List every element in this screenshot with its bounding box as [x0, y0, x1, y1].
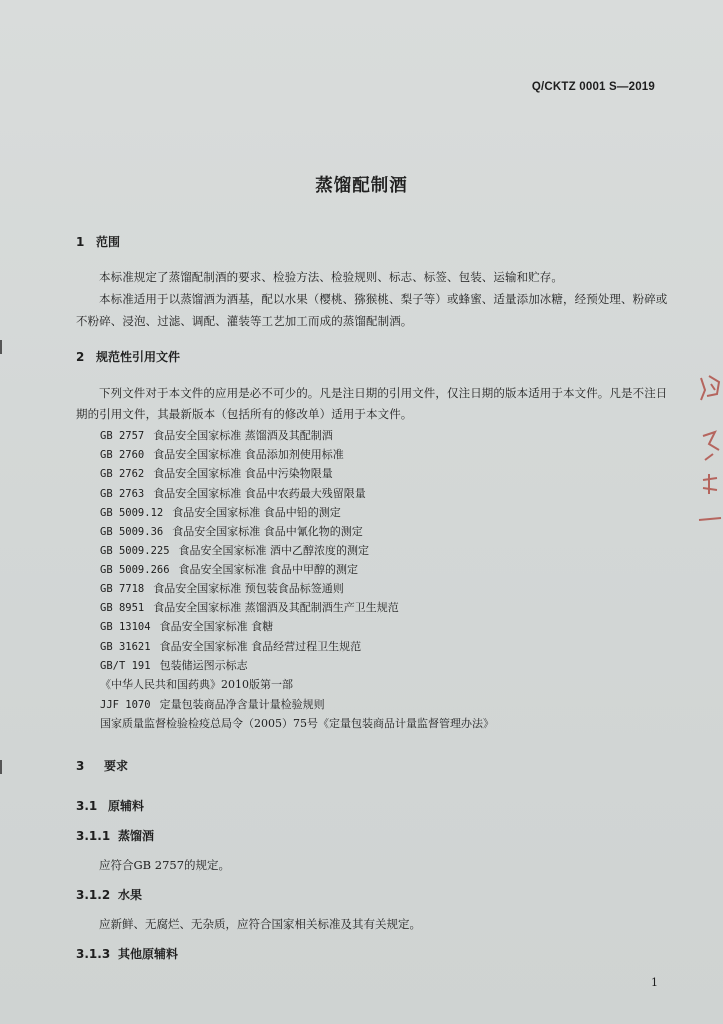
reference-item — [100, 485, 366, 501]
seal-stamp-icon — [695, 370, 723, 530]
section-number: 2 — [76, 350, 85, 364]
scope-paragraph-2: 本标准适用于以蒸馏酒为酒基，配以水果（樱桃、猕猴桃、梨子等）或蜂蜜、适量添加冰糖，经预处理、粉碎或不粉碎、浸泡、过滤、调配、灌装等工艺加工而成的蒸馏配制酒。 — [76, 292, 668, 328]
reference-code: GB 5009.12 — [100, 507, 164, 519]
reference-title: 食品安全国家标准 食品中甲醇的测定 — [178, 563, 359, 576]
section-number: 1 — [76, 235, 85, 249]
reference-item — [100, 561, 358, 577]
subsection-3-1-1-heading — [76, 827, 154, 844]
subsection-title: 其他原辅料 — [118, 947, 179, 961]
section-title: 规范性引用文件 — [96, 350, 181, 364]
section-number: 3 — [76, 759, 85, 773]
reference-item — [100, 657, 248, 673]
reference-item — [100, 542, 369, 558]
subsection-title: 蒸馏酒 — [118, 829, 155, 843]
reference-code: GB 2760 — [100, 449, 145, 461]
section-title: 要求 — [104, 759, 129, 773]
subsection-3-1-2-text: 应新鲜、无腐烂、无杂质，应符合国家相关标准及其有关规定。 — [99, 917, 421, 931]
reference-item — [100, 427, 333, 443]
reference-item — [100, 446, 344, 462]
scan-mark — [0, 340, 2, 354]
subsection-number: 3.1.1 — [76, 829, 111, 843]
reference-item — [100, 638, 361, 654]
reference-code: GB 7718 — [100, 583, 145, 595]
reference-title: 食品安全国家标准 预包装食品标签通则 — [153, 582, 344, 595]
subsection-title: 原辅料 — [108, 799, 145, 813]
reference-code: GB 13104 — [100, 621, 151, 633]
subsection-number: 3.1.2 — [76, 888, 111, 902]
document-title: 蒸馏配制酒 — [315, 176, 408, 196]
subsection-number: 3.1 — [76, 799, 98, 813]
section-1-heading — [76, 233, 120, 250]
page-number: 1 — [651, 976, 658, 989]
reference-item — [100, 696, 325, 712]
reference-code: GB/T 191 — [100, 660, 151, 672]
reference-title: 食品安全国家标准 食品添加剂使用标准 — [153, 448, 344, 461]
reference-title: 《中华人民共和国药典》2010版第一部 — [100, 678, 293, 691]
reference-item — [100, 523, 363, 539]
subsection-title: 水果 — [118, 888, 143, 902]
reference-item — [100, 676, 293, 692]
reference-item — [100, 580, 344, 596]
reference-code: GB 5009.266 — [100, 564, 170, 576]
reference-code: GB 2762 — [100, 468, 145, 480]
section-2-heading — [76, 348, 180, 365]
reference-code: JJF 1070 — [100, 699, 151, 711]
scope-paragraph-1: 本标准规定了蒸馏配制酒的要求、检验方法、检验规则、标志、标签、包装、运输和贮存。 — [99, 270, 563, 284]
references-intro: 下列文件对于本文件的应用是必不可少的。凡是注日期的引用文件，仅注日期的版本适用于本文件。凡是不注日期的引用文件，其最新版本（包括所有的修改单）适用于本文件。 — [76, 386, 668, 421]
reference-title: 食品安全国家标准 食品中农药最大残留限量 — [153, 487, 366, 500]
reference-title: 定量包装商品净含量计量检验规则 — [159, 698, 325, 711]
reference-code: GB 8951 — [100, 602, 145, 614]
reference-title: 食品安全国家标准 食品经营过程卫生规范 — [159, 640, 362, 653]
reference-code: GB 2757 — [100, 430, 145, 442]
reference-code: GB 31621 — [100, 641, 151, 653]
reference-title: 食品安全国家标准 酒中乙醇浓度的测定 — [178, 544, 370, 557]
standard-code: Q/CKTZ 0001 S—2019 — [531, 81, 655, 93]
subsection-3-1-1-text: 应符合GB 2757的规定。 — [99, 858, 231, 872]
reference-title: 食品安全国家标准 蒸馏酒及其配制酒 — [153, 429, 333, 442]
reference-title: 食品安全国家标准 食糖 — [159, 620, 274, 633]
reference-item — [100, 504, 341, 520]
reference-title: 食品安全国家标准 蒸馏酒及其配制酒生产卫生规范 — [153, 601, 399, 614]
reference-item — [100, 715, 494, 731]
reference-code: GB 5009.225 — [100, 545, 170, 557]
reference-title: 包装储运图示标志 — [159, 659, 248, 672]
reference-item — [100, 618, 273, 634]
section-3-heading — [76, 757, 128, 774]
scan-mark — [0, 760, 2, 774]
reference-title: 食品安全国家标准 食品中污染物限量 — [153, 467, 333, 480]
reference-title: 食品安全国家标准 食品中氰化物的测定 — [172, 525, 363, 538]
reference-item — [100, 599, 399, 615]
section-title: 范围 — [96, 235, 121, 249]
subsection-3-1-heading — [76, 797, 144, 814]
reference-title: 食品安全国家标准 食品中铅的测定 — [172, 506, 341, 519]
reference-code: GB 5009.36 — [100, 526, 164, 538]
reference-title: 国家质量监督检验检疫总局令（2005）75号《定量包装商品计量监督管理办法》 — [100, 717, 494, 730]
subsection-3-1-2-heading — [76, 886, 142, 903]
subsection-number: 3.1.3 — [76, 947, 111, 961]
subsection-3-1-3-heading — [76, 945, 178, 962]
reference-item — [100, 465, 333, 481]
reference-code: GB 2763 — [100, 488, 145, 500]
